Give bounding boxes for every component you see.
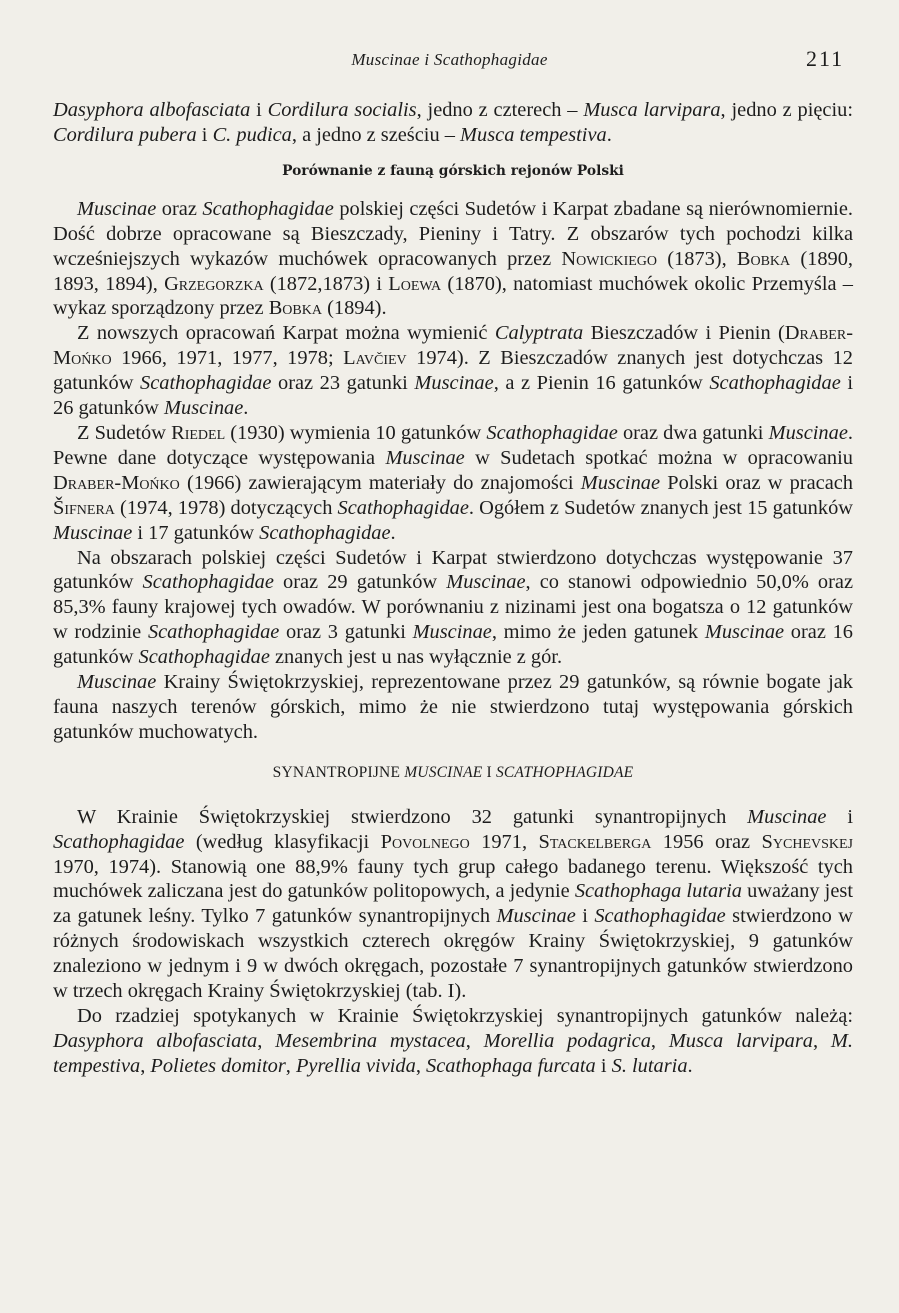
- author-name: Bobka: [268, 297, 322, 320]
- text-run: , jedno z czterech –: [416, 99, 584, 121]
- text-run: .: [687, 1054, 693, 1077]
- italic-term: SCATHOPHAGIDAE: [495, 763, 634, 781]
- text-run: Do rzadziej spotykanych w Krainie Świętokrzyskiej synantropijnych gatunków należą:: [77, 1005, 853, 1027]
- section-heading: [53, 162, 853, 180]
- text-run: ,: [650, 1029, 669, 1052]
- text-run: ,: [813, 1029, 831, 1052]
- text-run: Z nowszych opracowań Karpat można wymienić: [77, 322, 495, 345]
- paragraph: [53, 98, 853, 148]
- author-name: Lavčiev: [343, 347, 407, 370]
- paragraph: [53, 670, 853, 745]
- italic-term: Muscinae: [414, 372, 494, 395]
- italic-term: Scathophagidae: [142, 571, 274, 594]
- text-run: 1971,: [469, 830, 539, 853]
- text-run: I: [482, 763, 496, 781]
- paragraph: [53, 321, 853, 421]
- text-run: i 17 gatunków: [132, 521, 260, 544]
- text-run: oraz 16 gatunków: [53, 621, 853, 669]
- italic-term: Scathophagidae: [202, 197, 334, 220]
- italic-term: Muscinae: [385, 446, 465, 469]
- italic-term: Muscinae: [53, 521, 133, 544]
- paragraph: [53, 421, 853, 546]
- italic-term: Pyrellia vivida: [295, 1054, 416, 1077]
- italic-term: Musca larvipara: [668, 1029, 814, 1052]
- text-run: (1930) wymienia 10 gatunków: [225, 421, 487, 444]
- italic-term: Scathophagidae: [53, 830, 185, 853]
- text-run: znanych jest u nas wyłącznie z gór.: [269, 646, 563, 669]
- italic-term: Scathophagidae: [486, 421, 618, 444]
- italic-term: Dasyphora albofasciata: [53, 1029, 258, 1052]
- author-name: Grzegorzka: [164, 272, 264, 295]
- author-name: Riedel: [171, 421, 226, 444]
- italic-term: Muscinae: [704, 621, 785, 644]
- text-run: , co stanowi odpowiednio 50,0% oraz 85,3% fauny krajowej tych owadów. W porównaniu z nizinami jest ona bogatsza o 12 gatunków w rodzinie: [53, 571, 854, 644]
- author-name: Draber-Mońko: [53, 471, 180, 494]
- italic-term: Scathophagidae: [147, 621, 280, 644]
- italic-term: Cordilura socialis: [267, 99, 417, 121]
- italic-term: S. lutaria: [611, 1054, 688, 1077]
- italic-term: Polietes domitor: [150, 1054, 286, 1077]
- author-name: Nowickiego: [561, 247, 658, 270]
- text-run: (1894).: [321, 297, 387, 320]
- text-run: ,: [257, 1029, 276, 1052]
- italic-term: Muscinae: [164, 397, 244, 420]
- text-run: Bieszczadów i Pienin (: [583, 322, 785, 345]
- text-run: W Krainie Świętokrzyskiej stwierdzono 32 gatunki synantropijnych: [77, 805, 748, 828]
- text-run: (1870), natomiast muchówek okolic Przemyśla – wykaz sporządzony przez: [53, 272, 853, 320]
- running-head: [0, 46, 899, 72]
- text-run: Polski oraz w pracach: [660, 471, 853, 494]
- text-run: ,: [285, 1054, 296, 1077]
- text-run: i: [575, 905, 595, 928]
- text-run: oraz 3 gatunki: [279, 621, 413, 644]
- italic-term: Musca tempestiva: [460, 123, 607, 146]
- text-run: SYNANTROPIJNE: [272, 763, 405, 781]
- text-run: . Pewne dane dotyczące występowania: [53, 421, 853, 469]
- text-run: (1873),: [657, 247, 737, 270]
- text-run: ,: [140, 1054, 151, 1077]
- author-name: Povolnego: [380, 830, 470, 853]
- text-run: , a z Pienin 16 gatunków: [493, 372, 710, 395]
- paragraph: [53, 805, 853, 1004]
- italic-term: Muscinae: [412, 621, 492, 644]
- text-run: i: [196, 123, 213, 146]
- italic-term: Morellia podagrica: [483, 1029, 651, 1052]
- text-run: (według klasyfikacji: [184, 830, 381, 853]
- text-run: 1970, 1974). Stanowią one 88,9% fauny tych grup całego badanego terenu. Większość tych muchówek zaliczana jest do gatunków politopowych, a jedynie: [53, 855, 853, 903]
- text-run: Porównanie z fauną górskich rejonów Polski: [282, 162, 624, 179]
- text-run: (1974, 1978) dotyczących: [114, 496, 338, 519]
- text-run: (1966) zawierającym materiały do znajomości: [179, 471, 581, 494]
- text-run: . Ogółem z Sudetów znanych jest 15 gatunków: [468, 496, 853, 519]
- italic-term: Muscinae: [77, 671, 157, 694]
- author-name: Draber-Mońko: [53, 322, 853, 370]
- text-run: .: [390, 521, 396, 544]
- text-run: polskiej części Sudetów i Karpat zbadane są nierównomiernie. Dość dobrze opracowane są Bieszczady, Pieniny i Tatry. Z obszarów tych pochodzi kilka wcześniejszych wykazów muchówek opracowanych przez: [53, 197, 853, 270]
- italic-term: Dasyphora albofasciata: [53, 99, 251, 121]
- text-run: .: [243, 397, 249, 420]
- text-run: (1872,1873) i: [263, 272, 389, 295]
- section-heading: [53, 763, 853, 783]
- italic-term: Muscinae: [446, 571, 526, 594]
- page-number: 211: [806, 46, 845, 71]
- italic-term: Scathophagidae: [337, 496, 469, 519]
- italic-term: Scathophagidae: [709, 372, 841, 395]
- text-run: 1966, 1971, 1977, 1978;: [111, 347, 344, 370]
- text-run: Z Sudetów: [77, 421, 172, 444]
- text-run: .: [606, 123, 612, 146]
- text-run: , jedno z pięciu:: [720, 99, 853, 121]
- author-name: Stackelberga: [538, 830, 652, 853]
- paragraph: [53, 546, 853, 671]
- italic-term: MUSCINAE: [404, 763, 483, 781]
- author-name: Bobka: [736, 247, 791, 270]
- italic-term: M. tempestiva: [53, 1029, 854, 1077]
- text-run: ,: [415, 1054, 427, 1077]
- italic-term: Muscinae: [580, 471, 661, 494]
- italic-term: Scathophaga furcata: [426, 1054, 596, 1077]
- text-run: i 26 gatunków: [53, 372, 854, 420]
- italic-term: C. pudica: [212, 123, 292, 146]
- text-run: i: [595, 1054, 612, 1077]
- body-text: [53, 98, 853, 1079]
- text-run: i: [826, 805, 853, 828]
- author-name: Šifnera: [53, 496, 115, 519]
- text-run: , a jedno z sześciu –: [291, 123, 461, 146]
- italic-term: Mesembrina mystacea: [275, 1029, 466, 1052]
- italic-term: Cordilura pubera: [53, 123, 197, 146]
- italic-term: Muscinae: [747, 805, 827, 828]
- text-run: Krainy Świętokrzyskiej, reprezentowane przez 29 gatunków, są równie bogate jak fauna naszych terenów górskich, mimo że nie stwierdzono tutaj występowania górskich gatunków muchowatych.: [53, 671, 853, 743]
- italic-term: Scathophagidae: [138, 646, 270, 669]
- italic-term: Musca larvipara: [583, 99, 721, 121]
- paragraph: [53, 197, 853, 322]
- text-run: , mimo że jeden gatunek: [491, 621, 705, 644]
- text-run: oraz: [156, 197, 203, 220]
- text-run: uważany jest za gatunek leśny. Tylko 7 gatunków synantropijnych: [53, 880, 853, 928]
- text-run: w Sudetach spotkać można w opracowaniu: [464, 446, 853, 469]
- paragraph: [53, 1004, 853, 1079]
- italic-term: Calyptrata: [494, 322, 584, 345]
- text-run: ,: [465, 1029, 484, 1052]
- italic-term: Scathophagidae: [259, 521, 391, 544]
- author-name: Loewa: [388, 272, 442, 295]
- running-head-title: Muscinae i Scathophagidae: [351, 50, 548, 69]
- text-run: (1890, 1893, 1894),: [53, 247, 853, 295]
- italic-term: Scathophagidae: [140, 372, 272, 395]
- italic-term: Muscinae: [496, 905, 576, 928]
- italic-term: Muscinae: [77, 197, 157, 220]
- text-run: oraz 23 gatunki: [271, 372, 415, 395]
- italic-term: Scathophagidae: [594, 905, 726, 928]
- text-run: oraz dwa gatunki: [617, 421, 769, 444]
- text-run: i: [250, 99, 268, 121]
- italic-term: Muscinae: [768, 421, 848, 444]
- italic-term: Scathophaga lutaria: [574, 880, 742, 903]
- text-run: 1956 oraz: [651, 830, 762, 853]
- text-run: stwierdzono w różnych środowiskach wszystkich czterech okręgów Krainy Świętokrzyskiej, 9 gatunków znaleziono w jednym i 9 w dwóch okręgach, pozostałe 7 synantropijnych gatunków stwierdzono w trzech okręgach Krainy Świętokrzyskiej (tab. I).: [53, 905, 853, 1003]
- author-name: Sychevskej: [761, 830, 854, 853]
- text-run: Na obszarach polskiej części Sudetów i Karpat stwierdzono dotychczas występowanie 37 gatunków: [53, 546, 853, 594]
- text-run: 1974). Z Bieszczadów znanych jest dotychczas 12 gatunków: [53, 347, 853, 395]
- text-run: oraz 29 gatunków: [273, 571, 447, 594]
